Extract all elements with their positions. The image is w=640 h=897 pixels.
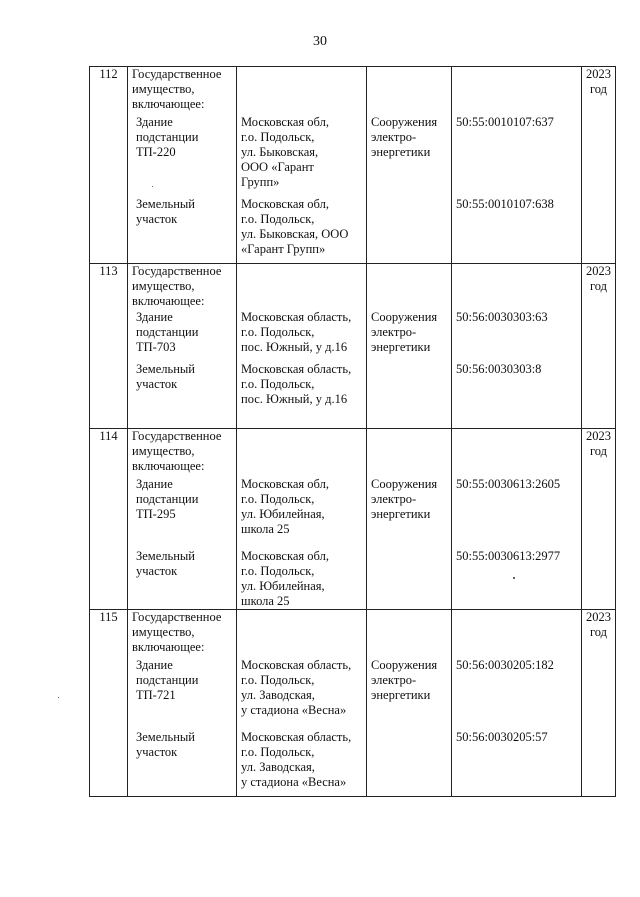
row-number: 113 — [90, 264, 128, 429]
category-line: энергетики — [371, 145, 431, 159]
item-name-line: Здание — [136, 477, 173, 491]
category-line: электро- — [371, 325, 417, 339]
table-row — [90, 429, 616, 610]
scan-speck — [152, 186, 153, 187]
item-name-line: участок — [136, 212, 178, 226]
property-heading — [132, 429, 232, 477]
category-line: энергетики — [371, 507, 431, 521]
address-cell — [237, 264, 367, 429]
property-heading — [132, 610, 232, 658]
address-line: «Гарант Групп» — [241, 242, 326, 256]
property-heading — [132, 67, 232, 115]
item-name — [132, 658, 232, 730]
category — [371, 310, 447, 355]
item-name-line: подстанции — [136, 325, 199, 339]
address-line: г.о. Подольск, — [241, 564, 315, 578]
cadastral-cell — [452, 67, 582, 264]
address-line: Групп» — [241, 175, 280, 189]
category-line: Сооружения — [371, 115, 438, 129]
item-name — [132, 549, 232, 609]
scan-speck — [58, 697, 59, 698]
address-line: г.о. Подольск, — [241, 212, 315, 226]
address-cell — [237, 429, 367, 610]
item-name — [132, 477, 232, 549]
property-heading-line: Государственное — [132, 264, 222, 278]
item-name — [132, 115, 232, 197]
item-name-line: ТП-703 — [136, 340, 176, 354]
cadastral-number: 50:56:0030303:63 — [456, 310, 548, 324]
item-name — [132, 310, 232, 362]
address-line: Московская область, — [241, 310, 352, 324]
item-name — [132, 730, 232, 796]
category-line: электро- — [371, 492, 417, 506]
property-heading-line: имущество, — [132, 625, 195, 639]
address-line: г.о. Подольск, — [241, 745, 315, 759]
address — [241, 310, 362, 362]
item-name-line: Земельный — [136, 730, 195, 744]
year-line: 2023 — [586, 67, 611, 81]
year-cell — [582, 610, 616, 797]
address-line: Московская обл, — [241, 477, 329, 491]
property-heading-line: имущество, — [132, 82, 195, 96]
address-line: у стадиона «Весна» — [241, 703, 347, 717]
year-line: 2023 — [586, 264, 611, 278]
category-line: Сооружения — [371, 310, 438, 324]
category-cell — [367, 429, 452, 610]
property-heading-line: имущество, — [132, 444, 195, 458]
address-line: Московская область, — [241, 362, 352, 376]
year-line: год — [589, 444, 608, 458]
cadastral-number: 50:55:0030613:2605 — [456, 477, 561, 491]
category-line: энергетики — [371, 340, 431, 354]
address-line: ул. Быковская, — [241, 145, 319, 159]
address-line: Московская обл, — [241, 115, 329, 129]
property-cell — [128, 429, 237, 610]
address-line: у стадиона «Весна» — [241, 775, 347, 789]
address — [241, 549, 362, 609]
year-line: 2023 — [586, 610, 611, 624]
item-name-line: ТП-295 — [136, 507, 176, 521]
category-line: Сооружения — [371, 658, 438, 672]
property-heading-line: Государственное — [132, 610, 222, 624]
row-number: 112 — [90, 67, 128, 264]
property-heading-line: включающее: — [132, 459, 205, 473]
year-line: год — [589, 279, 608, 293]
table-row — [90, 264, 616, 429]
address-line: г.о. Подольск, — [241, 492, 315, 506]
address-line: ул. Юбилейная, — [241, 507, 325, 521]
property-heading-line: имущество, — [132, 279, 195, 293]
property-table — [89, 66, 616, 797]
category-line: электро- — [371, 673, 417, 687]
address-line: г.о. Подольск, — [241, 673, 315, 687]
cadastral-cell — [452, 264, 582, 429]
property-heading-line: включающее: — [132, 294, 205, 308]
address-line: г.о. Подольск, — [241, 130, 315, 144]
category-line: Сооружения — [371, 477, 438, 491]
address — [241, 730, 362, 796]
address — [241, 197, 362, 263]
property-cell — [128, 67, 237, 264]
address-line: пос. Южный, у д.16 — [241, 392, 348, 406]
property-heading-line: включающее: — [132, 97, 205, 111]
scan-speck — [513, 577, 515, 579]
year-cell — [582, 429, 616, 610]
category-cell — [367, 67, 452, 264]
address-line: школа 25 — [241, 594, 290, 608]
category-line: электро- — [371, 130, 417, 144]
property-heading — [132, 264, 232, 310]
address-line: г.о. Подольск, — [241, 325, 315, 339]
year-cell — [582, 264, 616, 429]
item-name-line: Здание — [136, 115, 173, 129]
property-cell — [128, 264, 237, 429]
cadastral-cell — [452, 429, 582, 610]
cadastral-number: 50:55:0030613:2977 — [456, 549, 561, 563]
page-number: 30 — [313, 34, 327, 49]
item-name-line: участок — [136, 564, 178, 578]
item-name-line: подстанции — [136, 130, 199, 144]
cadastral-number: 50:56:0030205:182 — [456, 658, 554, 672]
address-line: ул. Юбилейная, — [241, 579, 325, 593]
year-line: год — [589, 625, 608, 639]
table-row — [90, 610, 616, 797]
item-name-line: участок — [136, 745, 178, 759]
address-line: ул. Быковская, ООО — [241, 227, 349, 241]
address-line: ул. Заводская, — [241, 688, 315, 702]
property-heading-line: Государственное — [132, 429, 222, 443]
address-cell — [237, 67, 367, 264]
item-name-line: ТП-721 — [136, 688, 176, 702]
item-name-line: подстанции — [136, 492, 199, 506]
item-name-line: участок — [136, 377, 178, 391]
category-cell — [367, 264, 452, 429]
item-name — [132, 197, 232, 263]
address-line: Московская область, — [241, 730, 352, 744]
address-line: г.о. Подольск, — [241, 377, 315, 391]
address-cell — [237, 610, 367, 797]
item-name-line: подстанции — [136, 673, 199, 687]
year-line: 2023 — [586, 429, 611, 443]
row-number: 115 — [90, 610, 128, 797]
cadastral-number: 50:56:0030205:57 — [456, 730, 548, 744]
cadastral-number: 50:56:0030303:8 — [456, 362, 542, 376]
item-name-line: ТП-220 — [136, 145, 176, 159]
cadastral-number: 50:55:0010107:638 — [456, 197, 554, 211]
property-heading-line: включающее: — [132, 640, 205, 654]
address — [241, 115, 362, 197]
row-number: 114 — [90, 429, 128, 610]
item-name-line: Здание — [136, 658, 173, 672]
category — [371, 477, 447, 522]
item-name — [132, 362, 232, 428]
address-line: ул. Заводская, — [241, 760, 315, 774]
address — [241, 477, 362, 549]
category-line: энергетики — [371, 688, 431, 702]
category — [371, 658, 447, 703]
address-line: пос. Южный, у д.16 — [241, 340, 348, 354]
address — [241, 362, 362, 428]
category-cell — [367, 610, 452, 797]
item-name-line: Земельный — [136, 362, 195, 376]
cadastral-number: 50:55:0010107:637 — [456, 115, 554, 129]
address-line: Московская обл, — [241, 549, 329, 563]
address-line: ООО «Гарант — [241, 160, 314, 174]
item-name-line: Земельный — [136, 197, 195, 211]
cadastral-cell — [452, 610, 582, 797]
year-cell — [582, 67, 616, 264]
address — [241, 658, 362, 730]
item-name-line: Здание — [136, 310, 173, 324]
property-cell — [128, 610, 237, 797]
address-line: Московская обл, — [241, 197, 329, 211]
property-heading-line: Государственное — [132, 67, 222, 81]
address-line: Московская область, — [241, 658, 352, 672]
address-line: школа 25 — [241, 522, 290, 536]
table-row — [90, 67, 616, 264]
year-line: год — [589, 82, 608, 96]
category — [371, 115, 447, 160]
item-name-line: Земельный — [136, 549, 195, 563]
